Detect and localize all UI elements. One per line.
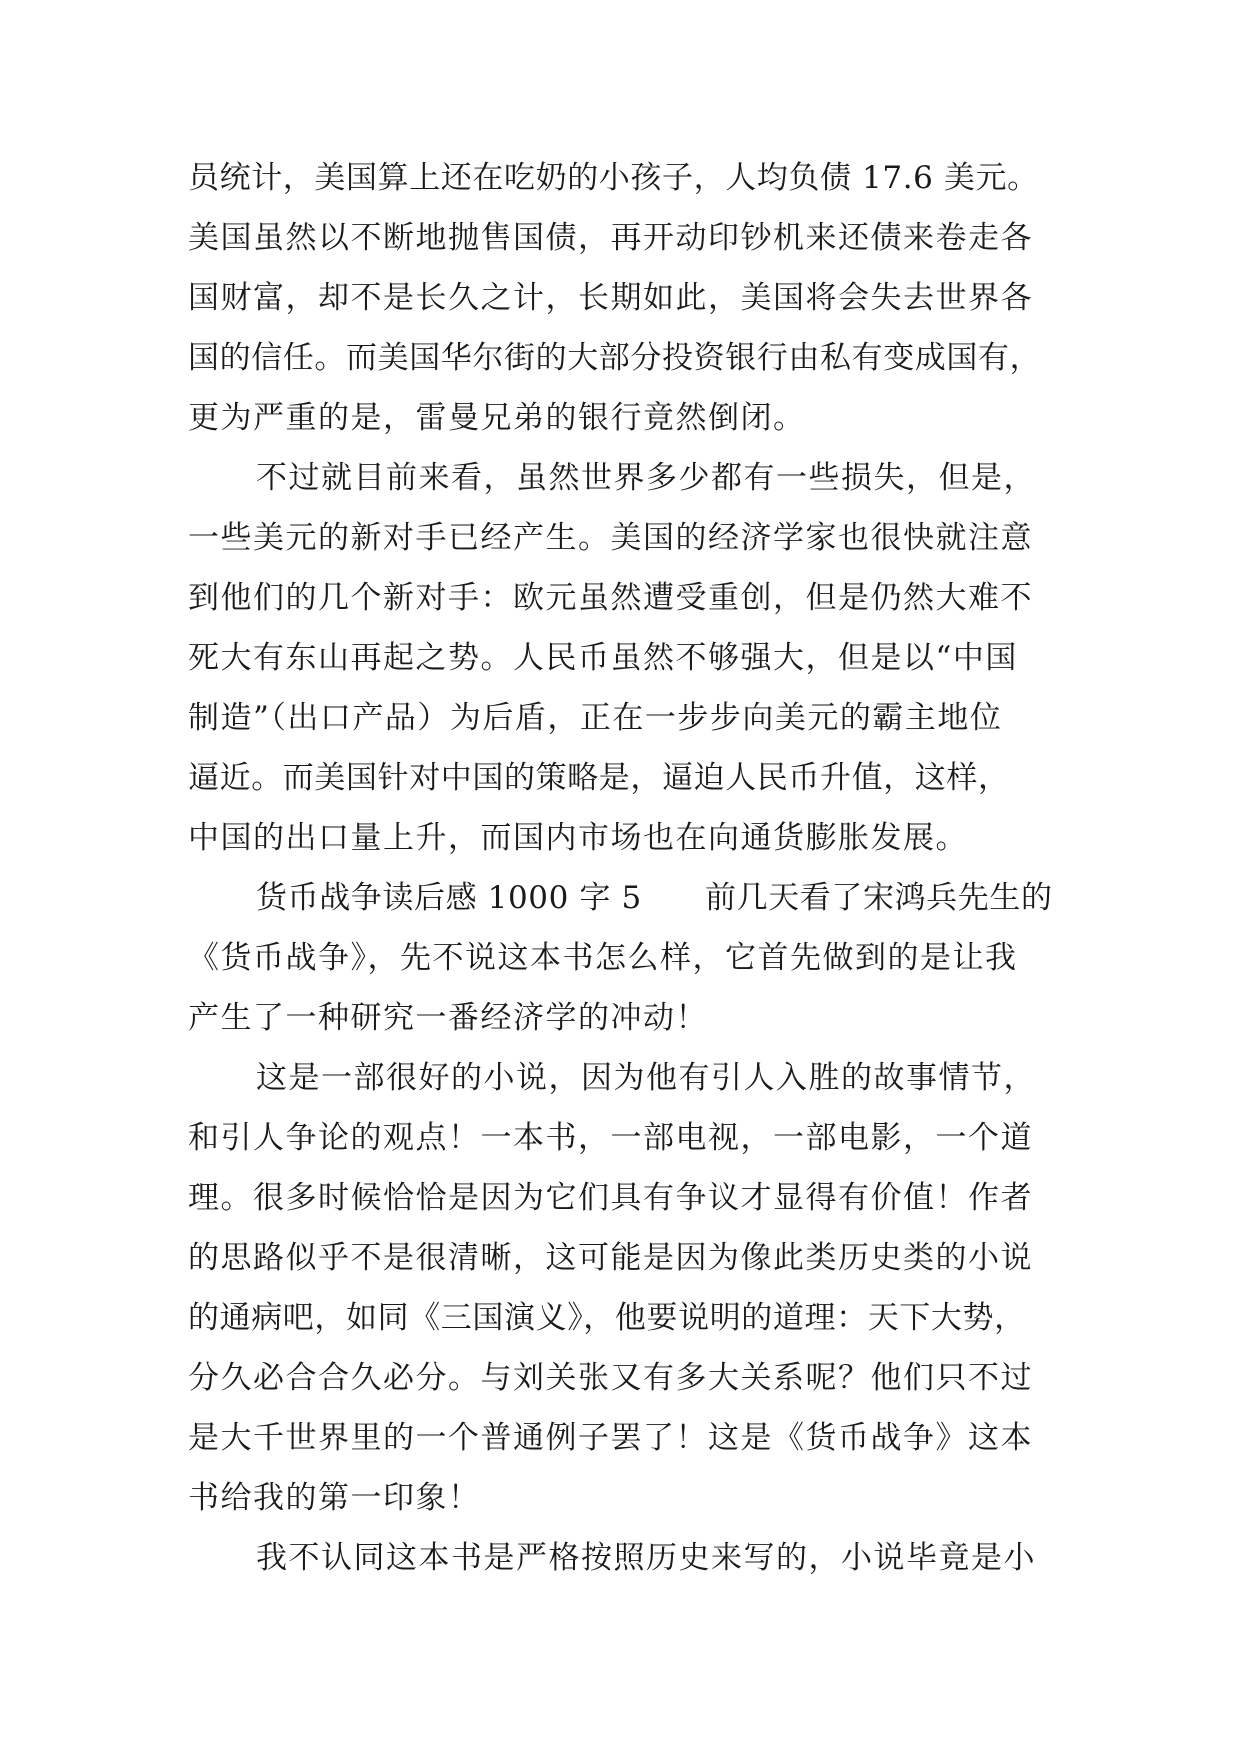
text-line: 一些美元的新对手已经产生。美国的经济学家也很快就注意: [188, 520, 1033, 556]
text-line: 国财富，却不是长久之计，长期如此，美国将会失去世界各: [188, 280, 1033, 316]
paragraph-4: [188, 1048, 1048, 1528]
text-line: 员统计，美国算上还在吃奶的小孩子，人均负债 17.6 美元。: [188, 160, 1039, 196]
text-line: 逼近。而美国针对中国的策略是，逼迫人民币升值，这样，: [188, 760, 1010, 796]
text-line: 死大有东山再起之势。人民币虽然不够强大，但是以“中国: [188, 640, 1018, 676]
paragraph-1: [188, 148, 1048, 448]
text-line: 更为严重的是，雷曼兄弟的银行竟然倒闭。: [188, 400, 806, 436]
text-line: 和引人争论的观点！一本书，一部电视，一部电影，一个道: [188, 1120, 1033, 1156]
paragraph-3: [188, 868, 1053, 1048]
text-line: 书给我的第一印象！: [188, 1480, 481, 1516]
text-line: 美国虽然以不断地抛售国债，再开动印钞机来还债来卷走各: [188, 220, 1033, 256]
paragraph-2: [188, 448, 1048, 868]
document-body: [188, 148, 1053, 1588]
text-line: 《货币战争》，先不说这本书怎么样，它首先做到的是让我: [188, 940, 1018, 976]
paragraph-5: [188, 1528, 1048, 1588]
text-line: 的通病吧，如同《三国演义》，他要说明的道理：天下大势，: [188, 1300, 1026, 1336]
text-line: 理。很多时候恰恰是因为它们具有争议才显得有价值！作者: [188, 1180, 1033, 1216]
text-line: 到他们的几个新对手：欧元虽然遭受重创，但是仍然大难不: [188, 580, 1033, 616]
text-line: 制造”（出口产品）为后盾，正在一步步向美元的霸主地位: [188, 700, 1003, 736]
text-line: 是大千世界里的一个普通例子罢了！这是《货币战争》这本: [188, 1420, 1033, 1456]
text-line: 的思路似乎不是很清晰，这可能是因为像此类历史类的小说: [188, 1240, 1033, 1276]
text-line: 这是一部很好的小说，因为他有引人入胜的故事情节，: [256, 1060, 1036, 1096]
text-line: 分久必合合久必分。与刘关张又有多大关系呢？他们只不过: [188, 1360, 1033, 1396]
text-line: 产生了一种研究一番经济学的冲动！: [188, 1000, 708, 1036]
text-line: 货币战争读后感 1000 字 5 前几天看了宋鸿兵先生的: [256, 880, 1053, 916]
text-line: 我不认同这本书是严格按照历史来写的，小说毕竟是小: [256, 1540, 1036, 1576]
text-line: 中国的出口量上升，而国内市场也在向通货膨胀发展。: [188, 820, 968, 856]
text-line: 不过就目前来看，虽然世界多少都有一些损失，但是，: [256, 460, 1036, 496]
text-line: 国的信任。而美国华尔街的大部分投资银行由私有变成国有，: [188, 340, 1042, 376]
